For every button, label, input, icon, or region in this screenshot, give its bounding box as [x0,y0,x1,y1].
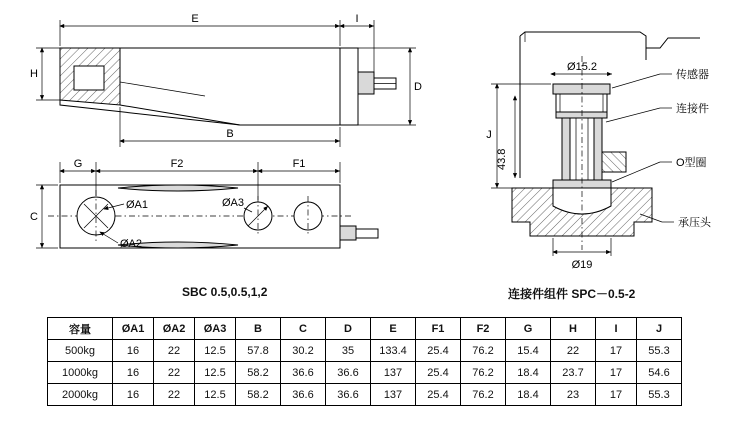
cell-e: 137 [371,384,416,406]
cell-b: 58.2 [236,384,281,406]
svg-text:D: D [414,81,422,93]
connector-assembly-view [486,32,712,271]
th-j: J [637,318,682,340]
svg-text:Ø19: Ø19 [571,259,593,271]
cell-e: 137 [371,362,416,384]
cell-j: 54.6 [637,362,682,384]
svg-text:ØA2: ØA2 [120,238,143,250]
th-a2: ØA2 [154,318,195,340]
cell-f1: 25.4 [416,362,461,384]
cell-c: 36.6 [281,362,326,384]
right-figure-caption: 连接件组件 SPC－0.5-2 [508,287,636,301]
cell-capacity: 1000kg [48,362,113,384]
svg-text:43.8: 43.8 [496,148,508,170]
th-capacity: 容量 [48,318,113,340]
cell-capacity: 2000kg [48,384,113,406]
cell-a3: 12.5 [195,340,236,362]
th-a3: ØA3 [195,318,236,340]
cell-capacity: 500kg [48,340,113,362]
cell-f2: 76.2 [461,384,506,406]
cell-a1: 16 [113,340,154,362]
table-row [48,340,682,362]
cell-a2: 22 [154,362,195,384]
table-row [48,384,682,406]
cell-a1: 16 [113,384,154,406]
cell-i: 17 [596,384,637,406]
th-e: E [371,318,416,340]
svg-text:H: H [30,68,38,80]
cell-f1: 25.4 [416,340,461,362]
cell-g: 18.4 [506,362,551,384]
svg-text:ØA1: ØA1 [126,199,149,211]
callout-base-text: 承压头 [678,217,711,229]
svg-text:I: I [355,13,359,25]
cell-d: 36.6 [326,362,371,384]
table-row [48,362,682,384]
cell-h: 23.7 [551,362,596,384]
cell-h: 23 [551,384,596,406]
svg-text:F2: F2 [170,158,184,170]
th-a1: ØA1 [113,318,154,340]
svg-text:Ø15.2: Ø15.2 [567,61,597,73]
left-figure-caption: SBC 0.5,0.5,1,2 [182,285,268,299]
cell-b: 57.8 [236,340,281,362]
cell-j: 55.3 [637,340,682,362]
th-f1: F1 [416,318,461,340]
svg-text:C: C [30,211,38,223]
cell-f2: 76.2 [461,340,506,362]
svg-text:B: B [226,128,234,140]
svg-text:F1: F1 [292,158,306,170]
th-h: H [551,318,596,340]
cell-g: 18.4 [506,384,551,406]
cell-c: 30.2 [281,340,326,362]
th-c: C [281,318,326,340]
cell-f1: 25.4 [416,384,461,406]
side-elevation-view [30,13,422,147]
svg-text:J: J [486,129,492,141]
cell-d: 36.6 [326,384,371,406]
th-d: D [326,318,371,340]
cell-b: 58.2 [236,362,281,384]
plan-view [30,158,378,250]
th-b: B [236,318,281,340]
cell-a2: 22 [154,340,195,362]
cell-j: 55.3 [637,384,682,406]
cell-i: 17 [596,362,637,384]
callout-sensor-text: 传感器 [676,69,709,81]
th-i: I [596,318,637,340]
cell-a3: 12.5 [195,362,236,384]
cell-g: 15.4 [506,340,551,362]
cell-c: 36.6 [281,384,326,406]
svg-text:G: G [73,158,83,170]
cell-d: 35 [326,340,371,362]
cell-f2: 76.2 [461,362,506,384]
svg-text:E: E [191,13,199,25]
svg-text:ØA3: ØA3 [222,197,245,209]
th-g: G [506,318,551,340]
cell-h: 22 [551,340,596,362]
specification-table [47,317,682,406]
th-f2: F2 [461,318,506,340]
cell-e: 133.4 [371,340,416,362]
cell-a1: 16 [113,362,154,384]
callout-connector-text: 连接件 [676,103,709,115]
cell-i: 17 [596,340,637,362]
callout-oring-text: O型圈 [676,157,707,169]
table-header-row [48,318,682,340]
cell-a2: 22 [154,384,195,406]
cell-a3: 12.5 [195,384,236,406]
